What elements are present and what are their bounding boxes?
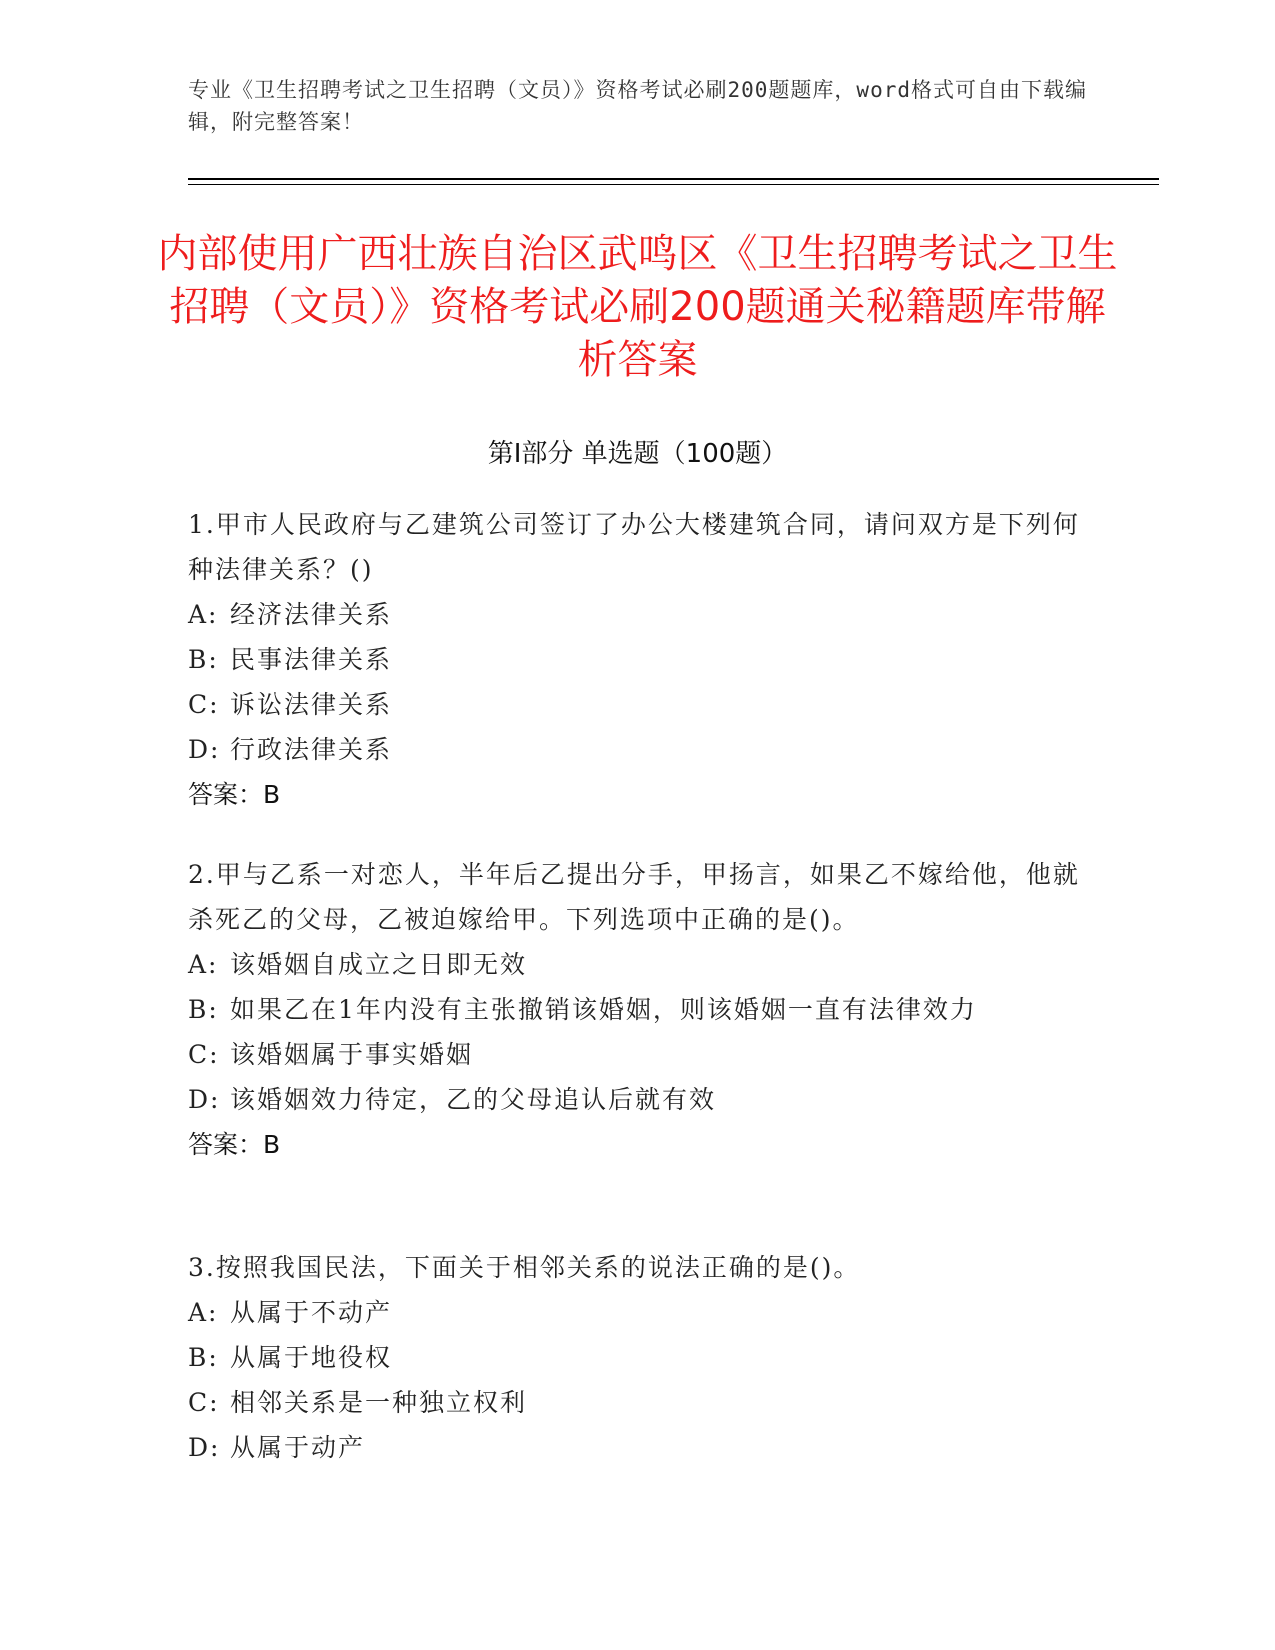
option-c — [188, 1032, 1088, 1077]
option-letter: C: — [188, 690, 220, 719]
question-text: 1.甲市人民政府与乙建筑公司签订了办公大楼建筑合同，请问双方是下列何种法律关系？() — [188, 510, 1080, 584]
option-text: 该婚姻效力待定，乙的父母追认后就有效 — [230, 1085, 717, 1114]
option-letter: A: — [188, 600, 219, 629]
option-text: 从属于动产 — [230, 1433, 366, 1462]
option-text: 该婚姻自成立之日即无效 — [230, 950, 528, 979]
option-text: 如果乙在1年内没有主张撤销该婚姻，则该婚姻一直有法律效力 — [230, 995, 977, 1024]
option-text: 行政法律关系 — [230, 735, 393, 764]
question-2 — [188, 852, 1088, 1167]
option-letter: C: — [188, 1040, 220, 1069]
question-text: 3.按照我国民法，下面关于相邻关系的说法正确的是()。 — [188, 1253, 861, 1282]
option-letter: D: — [188, 1085, 221, 1114]
option-letter: C: — [188, 1388, 220, 1417]
option-b — [188, 637, 1088, 682]
answer-line: 答案：B — [188, 1130, 281, 1159]
option-text: 民事法律关系 — [230, 645, 393, 674]
option-text: 从属于地役权 — [230, 1343, 393, 1372]
option-d — [188, 1425, 1088, 1470]
question-1 — [188, 502, 1088, 817]
option-text: 相邻关系是一种独立权利 — [230, 1388, 528, 1417]
option-text: 从属于不动产 — [230, 1298, 393, 1327]
option-a — [188, 1290, 1088, 1335]
option-d — [188, 727, 1088, 772]
option-c — [188, 1380, 1088, 1425]
option-letter: B: — [188, 1343, 219, 1372]
option-letter: B: — [188, 995, 219, 1024]
header-rule-thick — [188, 178, 1159, 180]
option-text: 经济法律关系 — [230, 600, 393, 629]
option-a — [188, 592, 1088, 637]
header-rule-thin — [188, 184, 1159, 185]
option-b — [188, 987, 1088, 1032]
document-title: 内部使用广西壮族自治区武鸣区《卫生招聘考试之卫生招聘（文员）》资格考试必刷200题通关秘籍题库带解析答案 — [157, 231, 1118, 383]
option-letter: B: — [188, 645, 219, 674]
question-3 — [188, 1245, 1088, 1470]
header-note: 专业《卫生招聘考试之卫生招聘（文员）》资格考试必刷200题题库，word格式可自由下载编辑，附完整答案！ — [188, 78, 1087, 134]
option-text: 诉讼法律关系 — [230, 690, 393, 719]
section-title: 第Ⅰ部分 单选题（100题） — [487, 439, 788, 469]
option-b — [188, 1335, 1088, 1380]
option-d — [188, 1077, 1088, 1122]
option-letter: D: — [188, 1433, 221, 1462]
option-letter: A: — [188, 1298, 219, 1327]
option-letter: A: — [188, 950, 219, 979]
option-text: 该婚姻属于事实婚姻 — [230, 1040, 474, 1069]
option-letter: D: — [188, 735, 221, 764]
option-c — [188, 682, 1088, 727]
option-a — [188, 942, 1088, 987]
answer-line: 答案：B — [188, 780, 281, 809]
question-text: 2.甲与乙系一对恋人，半年后乙提出分手，甲扬言，如果乙不嫁给他，他就杀死乙的父母，乙被迫嫁给甲。下列选项中正确的是()。 — [188, 860, 1080, 934]
